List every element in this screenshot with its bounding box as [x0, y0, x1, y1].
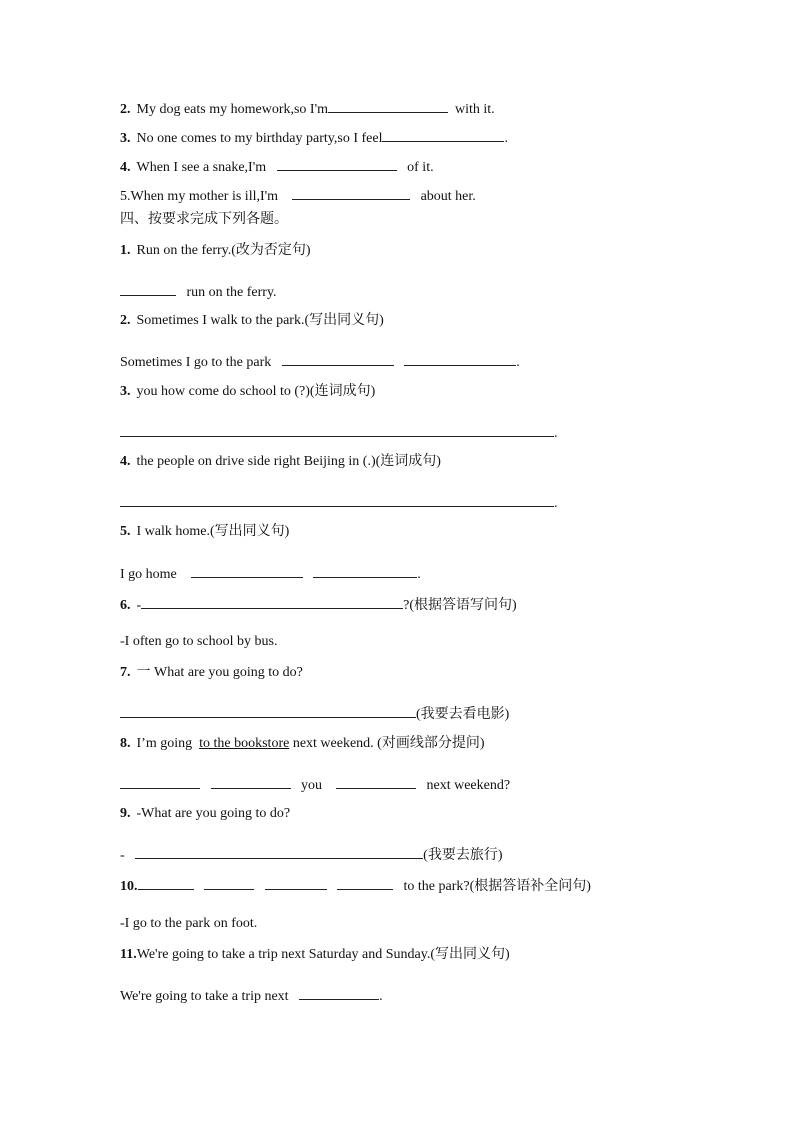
question-text: you how come do school to (?)(连词成句) [136, 384, 376, 399]
question-number: 5. [120, 524, 131, 539]
question-4-10 [120, 875, 591, 896]
answer-line-4-1 [120, 281, 277, 302]
answer-line-4-11 [120, 985, 383, 1006]
question-4-2 [120, 312, 384, 330]
question-text: Sometimes I walk to the park.(写出同义句) [136, 313, 384, 328]
answer-text: Sometimes I go to the park [120, 355, 272, 370]
answer-text: We're going to take a trip next [120, 989, 289, 1004]
answer-line-4-10: -I go to the park on foot. [120, 916, 258, 931]
underlined-phrase: to the bookstore [199, 736, 290, 751]
question-hint: (我要去看电影) [416, 707, 510, 722]
question-number: 4. [120, 160, 131, 175]
question-number: 10. [120, 879, 138, 894]
question-text-end: . [504, 131, 508, 146]
question-text-end: about her. [420, 189, 476, 204]
question-number: 6. [120, 598, 131, 613]
answer-blank[interactable] [337, 875, 393, 890]
answer-blank[interactable] [141, 594, 403, 609]
answer-blank[interactable] [120, 774, 200, 789]
answer-blank[interactable] [265, 875, 327, 890]
answer-end: . [516, 355, 520, 370]
question-number: 1. [120, 243, 131, 258]
answer-blank[interactable] [328, 98, 448, 113]
answer-text: run on the ferry. [186, 285, 277, 300]
question-4-5 [120, 523, 289, 541]
question-hint: (我要去旅行) [423, 848, 503, 863]
question-prefix: - [136, 598, 142, 613]
answer-end: . [417, 567, 421, 582]
question-4-7 [120, 664, 303, 682]
question-number: 11. [120, 947, 137, 962]
answer-blank[interactable] [282, 351, 394, 366]
question-text: Run on the ferry.(改为否定句) [136, 243, 311, 258]
question-text: 一 What are you going to do? [136, 665, 303, 680]
question-number: 9. [120, 806, 131, 821]
answer-blank[interactable] [138, 875, 194, 890]
question-4-8 [120, 735, 485, 753]
answer-line-4-5 [120, 563, 421, 584]
question-text-end: with it. [455, 102, 495, 117]
question-number: 2. [120, 102, 131, 117]
answer-text: I go home [120, 567, 177, 582]
question-4-9 [120, 805, 290, 823]
question-3-3 [120, 127, 508, 148]
answer-blank[interactable] [120, 703, 416, 718]
answer-line-4-6: -I often go to school by bus. [120, 634, 278, 649]
question-text: My dog eats my homework,so I'm [136, 102, 329, 117]
question-text: No one comes to my birthday party,so I feel [136, 131, 383, 146]
question-text: I’m going [136, 736, 193, 751]
answer-blank[interactable] [204, 875, 254, 890]
answer-line-4-7 [120, 703, 509, 724]
answer-text: you [301, 778, 322, 793]
answer-line-4-4 [120, 492, 558, 513]
section-heading: 四、按要求完成下列各题。 [120, 211, 288, 227]
answer-line-4-3 [120, 422, 558, 443]
answer-blank[interactable] [120, 281, 176, 296]
answer-blank[interactable] [120, 422, 554, 437]
answer-end: next weekend? [426, 778, 511, 793]
answer-blank[interactable] [299, 985, 379, 1000]
answer-end: . [554, 496, 558, 511]
question-4-4 [120, 453, 441, 471]
question-number: 3. [120, 384, 131, 399]
question-text: We're going to take a trip next Saturday and Sunday.(写出同义句) [136, 947, 510, 962]
question-4-1 [120, 242, 311, 260]
answer-blank[interactable] [292, 185, 410, 200]
question-text-end: of it. [407, 160, 434, 175]
answer-end: . [554, 426, 558, 441]
answer-blank[interactable] [211, 774, 291, 789]
question-number: 3. [120, 131, 131, 146]
question-text: the people on drive side right Beijing in (.)(连词成句) [136, 454, 441, 469]
answer-end: . [379, 989, 383, 1004]
question-text: 5.When my mother is ill,I'm [120, 189, 279, 204]
answer-blank[interactable] [404, 351, 516, 366]
answer-blank[interactable] [313, 563, 417, 578]
question-text: -What are you going to do? [136, 806, 291, 821]
question-3-5 [120, 185, 476, 206]
answer-line-4-9 [120, 844, 503, 865]
answer-blank[interactable] [277, 156, 397, 171]
question-text: I walk home.(写出同义句) [136, 524, 290, 539]
answer-blank[interactable] [135, 844, 423, 859]
answer-line-4-2 [120, 351, 520, 372]
question-text-end: next weekend. (对画线部分提问) [292, 736, 485, 751]
question-number: 8. [120, 736, 131, 751]
question-text: When I see a snake,I'm [136, 160, 267, 175]
answer-blank[interactable] [120, 492, 554, 507]
answer-blank[interactable] [382, 127, 504, 142]
question-number: 2. [120, 313, 131, 328]
question-number: 7. [120, 665, 131, 680]
question-text: to the park?(根据答语补全问句) [403, 879, 591, 894]
question-4-6 [120, 594, 517, 615]
question-4-3 [120, 383, 375, 401]
question-3-4 [120, 156, 434, 177]
question-3-2 [120, 98, 495, 119]
answer-line-4-8 [120, 774, 510, 795]
question-4-11 [120, 946, 510, 964]
answer-blank[interactable] [336, 774, 416, 789]
answer-dash: - [120, 848, 125, 863]
question-number: 4. [120, 454, 131, 469]
answer-blank[interactable] [191, 563, 303, 578]
question-text: ?(根据答语写问句) [403, 598, 517, 613]
